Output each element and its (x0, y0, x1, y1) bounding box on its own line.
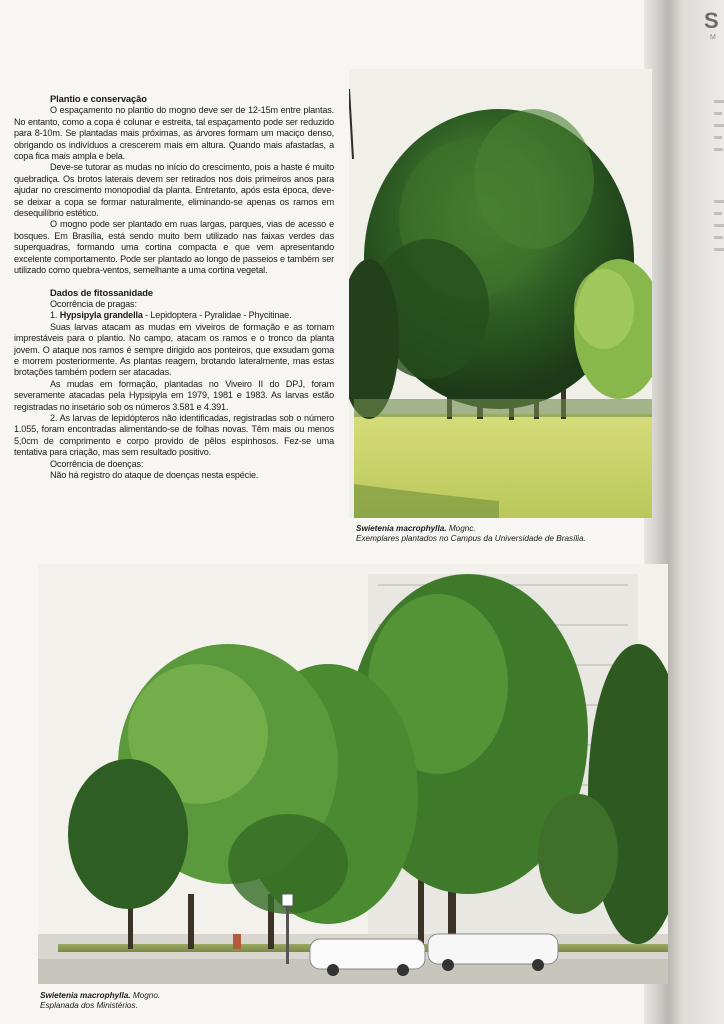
heading-planting: Plantio e conservação (50, 93, 147, 104)
photo-esplanada-mahogany (38, 564, 668, 984)
paragraph-no-diseases: Não há registro do ataque de doenças nesta espécie. (50, 470, 259, 480)
paragraph-spacing: O espaçamento no plantio do mogno deve ser de 12-15m entre plantas. No entanto, como a copa é colunar e estreita, tal espaçamento pode ser reduzido para 8-10m. Se plantadas mais próximas, as árvores formam um maciço denso, obrigando os indivíduos a crescerem mais em altura. Quando mais afastadas, a copa fica mais ampla e bela. (14, 105, 334, 162)
paragraph-nursery-attack: As mudas em formação, plantadas no Viveiro II do DPJ, foram severamente atacadas pela Hypsipyla em 1979, 1981 e 1983. As larvas estão registradas no insetário sob os números 3.581 e 4.391. (14, 378, 334, 412)
caption2-species: Swietenia macrophylla. (40, 991, 131, 1000)
pest1-line (14, 310, 334, 321)
next-page-sub-fragment: M (710, 34, 716, 41)
caption2-common-name: Mogno. (130, 991, 161, 1000)
caption1-common-name: Mognc. (446, 524, 476, 533)
article-text-column (14, 93, 334, 481)
caption2-location: Esplanada dos Ministérios. (40, 1001, 138, 1011)
caption-photo-esplanada (40, 991, 340, 1012)
pest1-name: Hypsipyla grandella (59, 310, 143, 321)
caption-photo-campus (356, 524, 646, 545)
paragraph-uses: O mogno pode ser plantado em ruas largas, parques, vias de acesso e bosques. Em Brasília, está sendo muito bem utilizado nas faixas verdes das superquadras, formando uma cortina compacta e que vem apresentando excelente comportamento. Pode ser plantado ao longo de passeios e também ser utilizado como quebra-ventos, semelhante a uma cortina vegetal. (14, 219, 334, 276)
next-page-edge (690, 0, 724, 1024)
diseases-label: Ocorrência de doenças: (50, 458, 144, 469)
paragraph-staking: Deve-se tutorar as mudas no início do crescimento, pois a haste é muito quebradiça. Os brotos laterais devem ser retirados nos dois primeiros anos para ajudar no crescimento monopodial da planta. Entretanto, após esta época, deve-se deixar a copa se formar naturalmente, eliminando-se apenas os ramos em desequilíbrio estético. (14, 162, 334, 219)
caption1-location: Exemplares plantados no Campus da Universidade de Brasília. (356, 534, 586, 544)
pest1-number: 1. (50, 310, 58, 321)
pests-label: Ocorrência de pragas: (50, 298, 137, 309)
paragraph-larvae-damage: Suas larvas atacam as mudas em viveiros de formação e as tornam imprestáveis para o plantio. No campo, atacam os ramos e o tronco da planta jovem. O ataque nos ramos é sempre dirigido aos ponteiros, que exsudam goma e morrem posteriormente. As plantas reagem, brotando lateralmente, mas estas brotações também podem ser atacadas. (14, 321, 334, 378)
heading-phytosanitary: Dados de fitossanidade (50, 286, 154, 298)
pest1-classification: - Lepidoptera - Pyralidae - Phycitinae. (142, 310, 292, 321)
caption1-species: Swietenia macrophylla. (356, 524, 447, 533)
next-page-header-fragment: S (704, 8, 719, 33)
paragraph-unidentified-larvae: 2. As larvas de lepidópteros não identificadas, registradas sob o número 1.055, foram encontradas alimentando-se de folhas novas. Têm mais ou menos 5,0cm de comprimento e corpo provido de pêlos espinhosos. Fez-se uma tentativa para criação, mas sem resultado positivo. (14, 412, 334, 458)
photo-campus-mahogany (349, 69, 652, 518)
